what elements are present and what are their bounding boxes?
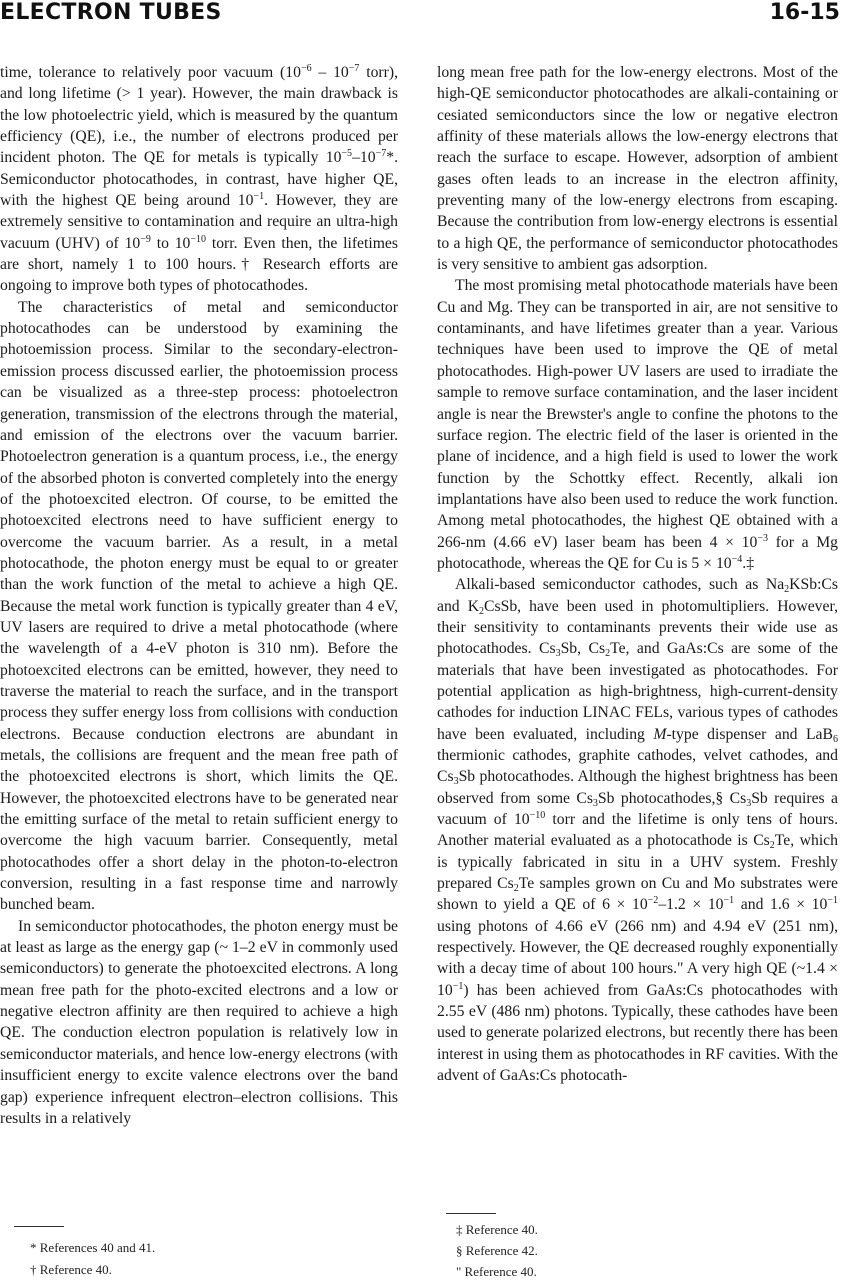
page-number: 16-15 xyxy=(769,0,840,25)
paragraph-mean-free-path: long mean free path for the low-energy electrons. Most of the high-QE semiconductor photocathodes are alkali-containing or cesiated semiconductors since the low or negative electron affinity of these materials allows the low-energy electrons that reach the surface to escape. However, adsorption of ambient gases often leads to an increase in the electron affinity, preventing many of the low-energy electrons from escaping. Because the contribution from low-energy electrons is essential to a high QE, the performance of semiconductor photocathodes is very sensitive to ambient gas adsorption. xyxy=(437,64,838,274)
footnote-left-1: * References 40 and 41. xyxy=(30,1240,156,1255)
paragraph-photoemission-process: The characteristics of metal and semiconductor photocathodes can be understood by examining the photoemission process. Similar to the secondary-electron-emission process discussed earlier, the photoemission process can be visualized as a three-step process: photoelectron generation, transmission of the electrons through the material, and emission of the electrons over the vacuum barrier. Photoelectron generation is a quantum process, i.e., the energy of the absorbed photon is converted completely into the energy of the photoexcited electron. Of course, to be emitted the photoexcited electrons need to have sufficient energy to overcome the vacuum barrier. As a result, in a metal photocathode, the photon energy must be equal to or greater than the work function of the metal to achieve a high QE. Because the metal work function is typically greater than 4 eV, UV lasers are required to drive a metal photocathode (where the wavelength of a 4-eV photon is 310 nm). Before the photoexcited electrons can be emitted, however, they need to traverse the material to reach the surface, and in the transport process they suffer energy loss from collisions with conduction electrons. Because conduction electrons are abundant in metals, the collisions are frequent and the mean free path of the photoexcited electrons is short, which limits the QE. However, the photoexcited electrons have to be generated near the emitting surface of the metal to retain sufficient energy to overcome the high vacuum barrier. Consequently, metal photocathodes offer a short delay in the photon-to-electron conversion, resulting in a fast response time and narrowly bunched beam. xyxy=(0,298,398,914)
footnote-rule-right xyxy=(446,1213,496,1214)
chapter-title: ELECTRON TUBES xyxy=(0,0,222,25)
footnote-rule-left xyxy=(14,1226,64,1227)
paragraph-photocathode-intro: time, tolerance to relatively poor vacuum ($10^{-6} - 10^{-7}$ torr), and long lifetime (> 1 year). However, the main drawback is the low photoelectric yield, which is measured by the quantum efficiency (QE), i.e., the number of electrons produced per incident photon. The QE for metals is typically $10^{-5}-10^{-7}*$. Semiconductor photocathodes, in contrast, have higher QE, with the highest QE being around $10^{-1}$. However, they are extremely sensitive to contamination and require an ultra-high vacuum (UHV) of $10^{-9}$ to $10^{-10}$ torr. Even then, the lifetimes are short, namely 1 to 100 hours.† Research efforts are ongoing to improve both types of photocathodes. xyxy=(0,63,399,295)
paragraph-semiconductor-photocathodes: In semiconductor photocathodes, the photon energy must be at least as large as the energy gap (~ 1–2 eV in commonly used semiconductors) to generate the photoexcited electrons. A long mean free path for the photo-excited electrons and a low or negative electron affinity are then required to achieve a high QE. The conduction electron population is relatively low in semiconductor materials, and hence low-energy electrons (with insufficient energy to excite valence electrons over the band gap) experience infrequent electron–electron collisions. This results in a relatively xyxy=(0,917,398,1127)
right-column xyxy=(437,62,838,1087)
footnote-right-1: ‡ Reference 40. xyxy=(456,1222,538,1237)
paragraph-metal-photocathodes: The most promising metal photocathode materials have been Cu and Mg. They can be transported in air, are not sensitive to contaminants, and have lifetimes greater than a year. Various techniques have been used to improve the QE of metal photocathodes. High-power UV lasers are used to irradiate the sample to remove surface contamination, and the laser incident angle is near the Brewster's angle to confine the photons to the surface region. The electric field of the laser is oriented in the plane of incidence, and a high field is used to lower the work function by the Schottky effect. Recently, alkali ion implantations have also been used to reduce the work function. Among metal photocathodes, the highest QE obtained with a 266-nm (4.66 eV) laser beam has been $4 \times 10^{-3}$ for a Mg photocathode, whereas the QE for Cu is $5 \times 10^{-4}.\ddagger$ xyxy=(437,277,838,572)
running-header xyxy=(0,0,846,30)
paragraph-alkali-cathodes: Alkali-based semiconductor cathodes, such as $Na_2KSb:Cs$ and $K_2CsSb$, have been used in photomultipliers. However, their sensitivity to contaminants prevents their wide use as photocathodes. $Cs_3Sb$, $Cs_2Te$, and GaAs:Cs are some of the materials that have been investigated as photocathodes. For potential application as high-brightness, high-current-density cathodes for induction LINAC FELs, various types of cathodes have been evaluated, including M-type dispenser and LaB$_6$ thermionic cathodes, graphite cathodes, velvet cathodes, and $Cs_3Sb$ photocathodes. Although the highest brightness has been observed from some $Cs_3Sb$ photocathodes,§ $Cs_3Sb$ requires a vacuum of $10^{-10}$ torr and the lifetime is only tens of hours. Another material evaluated as a photocathode is $Cs_2Te$, which is typically fabricated in situ in a UHV system. Freshly prepared $Cs_2Te$ samples grown on Cu and Mo substrates were shown to yield a QE of $6 \times 10^{-2}-1.2 \times 10^{-1}$ and $1.6 \times 10^{-1}$ using photons of 4.66 eV (266 nm) and 4.94 eV (251 nm), respectively. However, the QE decreased roughly exponentially with a decay time of about 100 hours." A very high QE (~1.4 × $10^{-1}$) has been achieved from GaAs:Cs photocathodes with 2.55 eV (486 nm) photons. Typically, these cathodes have been used to generate polarized electrons, but recently there has been interest in using them as photocathodes in RF cavities. With the advent of GaAs:Cs photocath- xyxy=(437,576,839,1085)
footnote-left-2: † Reference 40. xyxy=(30,1262,112,1277)
left-column xyxy=(0,62,398,1129)
footnote-right-2: § Reference 42. xyxy=(456,1243,538,1258)
footnote-right-3: " Reference 40. xyxy=(456,1264,537,1279)
